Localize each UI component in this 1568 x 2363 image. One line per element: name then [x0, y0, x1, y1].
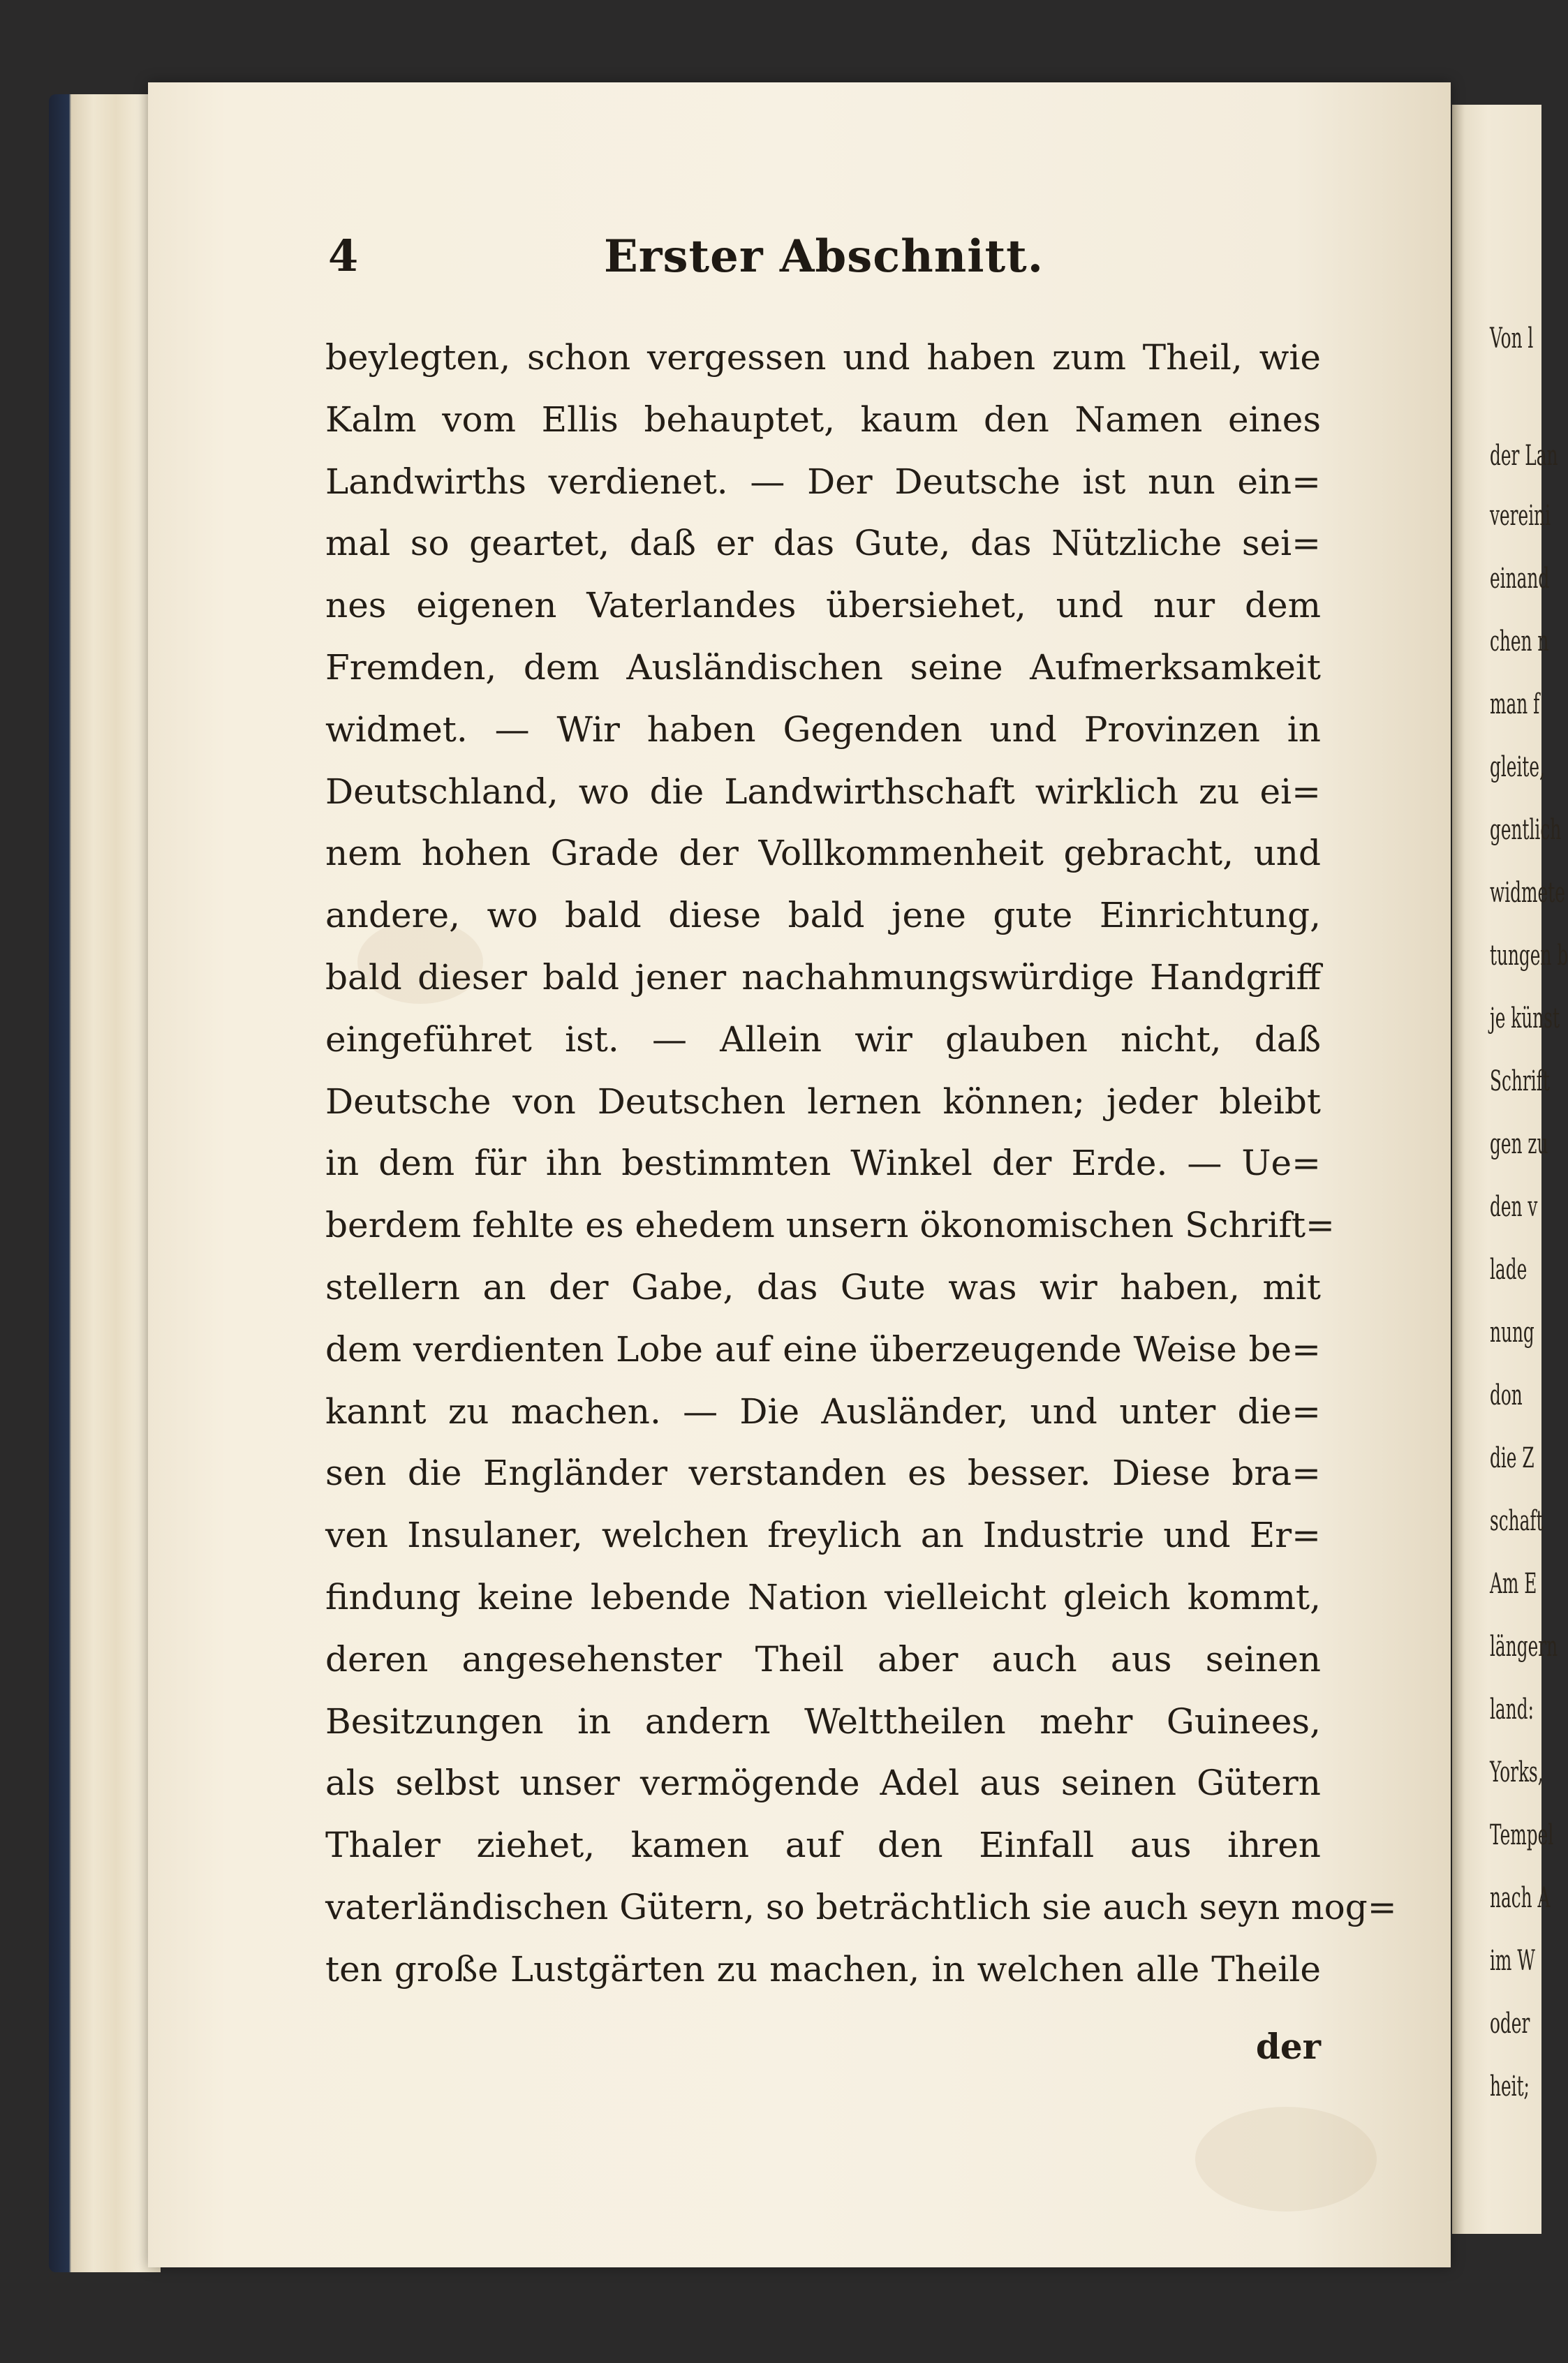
text-line: ven Insulaner, welchen freylich an Industrie und Er=: [325, 1515, 1321, 1556]
facing-line: land:: [1490, 1694, 1534, 1726]
text-line: ten große Lustgärten zu machen, in welchen alle Theile: [325, 1948, 1321, 1990]
text-line: stellern an der Gabe, das Gute was wir haben, mit: [325, 1266, 1321, 1308]
book-fore-edge: [49, 94, 161, 2272]
text-line: Kalm vom Ellis behauptet, kaum den Namen eines: [325, 399, 1321, 440]
facing-line: Schrift: [1490, 1065, 1550, 1097]
text-line: Landwirths verdienet. — Der Deutsche ist nun ein=: [325, 461, 1321, 502]
text-line: eingeführet ist. — Allein wir glauben nicht, daß: [325, 1018, 1321, 1060]
facing-line: je künst: [1490, 1002, 1560, 1035]
facing-line: vereini: [1490, 500, 1551, 532]
facing-line: gen zu: [1490, 1128, 1548, 1160]
facing-line: lade: [1490, 1254, 1528, 1286]
text-line: andere, wo bald diese bald jene gute Einrichtung,: [325, 895, 1321, 936]
text-line: findung keine lebende Nation vielleicht gleich kommt,: [325, 1576, 1321, 1617]
running-head: Erster Abschnitt.: [604, 230, 1044, 283]
facing-line: schaft: [1490, 1505, 1544, 1537]
facing-line: im W: [1490, 1945, 1535, 1977]
text-line: deren angesehenster Theil aber auch aus seinen: [325, 1638, 1321, 1680]
facing-line: man f: [1490, 688, 1540, 720]
text-line: sen die Engländer verstanden es besser. Diese bra=: [325, 1453, 1321, 1494]
text-line: nes eigenen Vaterlandes übersiehet, und nur dem: [325, 585, 1321, 626]
facing-line: der Lan: [1490, 440, 1558, 472]
text-line: Fremden, dem Ausländischen seine Aufmerksamkeit: [325, 646, 1321, 688]
facing-line: gleite,: [1490, 751, 1545, 783]
page-header: [328, 230, 1319, 293]
facing-line: nach A: [1490, 1882, 1551, 1914]
facing-line: längern: [1490, 1631, 1558, 1663]
facing-line: tungen b: [1490, 940, 1568, 972]
text-line: berdem fehlte es ehedem unsern ökonomischen Schrift=: [325, 1205, 1335, 1246]
facing-line: heit;: [1490, 2071, 1530, 2103]
facing-line: widmete: [1490, 877, 1565, 909]
text-line: kannt zu machen. — Die Ausländer, und unter die=: [325, 1391, 1321, 1432]
text-line: nem hohen Grade der Vollkommenheit gebracht, und: [325, 833, 1321, 874]
facing-line: don: [1490, 1379, 1523, 1412]
paper-stain: [1195, 2107, 1377, 2212]
text-line: Thaler ziehet, kamen auf den Einfall aus ihren: [325, 1825, 1321, 1866]
facing-line: Tempel: [1490, 1819, 1554, 1851]
text-line: beylegten, schon vergessen und haben zum Theil, wie: [325, 337, 1321, 378]
page-number: 4: [328, 230, 359, 281]
text-line: dem verdienten Lobe auf eine überzeugende Weise be=: [325, 1328, 1321, 1370]
catchword: der: [1255, 2026, 1321, 2067]
facing-line: Yorks,: [1490, 1756, 1544, 1788]
facing-line: einand: [1490, 563, 1550, 595]
body-text: [325, 327, 1397, 2001]
facing-line: Am E: [1490, 1568, 1537, 1600]
text-line: vaterländischen Gütern, so beträchtlich sie auch seyn mog=: [325, 1886, 1397, 1927]
facing-line: chen n: [1490, 625, 1549, 658]
facing-line: gentlich: [1490, 814, 1562, 846]
facing-page-edge: [1452, 105, 1568, 2234]
text-line: in dem für ihn bestimmten Winkel der Erde. — Ue=: [325, 1143, 1321, 1184]
text-line: bald dieser bald jener nachahmungswürdige Handgriff: [325, 956, 1321, 998]
facing-line: die Z: [1490, 1442, 1534, 1474]
text-line: mal so geartet, daß er das Gute, das Nützliche sei=: [325, 523, 1321, 564]
text-line: Deutsche von Deutschen lernen können; jeder bleibt: [325, 1081, 1321, 1122]
facing-line: nung: [1490, 1317, 1534, 1349]
text-line: Besitzungen in andern Welttheilen mehr Guinees,: [325, 1701, 1321, 1742]
text-line: als selbst unser vermögende Adel aus seinen Gütern: [325, 1763, 1321, 1804]
text-line: widmet. — Wir haben Gegenden und Provinzen in: [325, 709, 1321, 750]
text-line: Deutschland, wo die Landwirthschaft wirklich zu ei=: [325, 771, 1321, 812]
facing-line: Von l: [1490, 323, 1534, 355]
facing-line: den v: [1490, 1191, 1538, 1223]
facing-line: oder: [1490, 2008, 1530, 2040]
